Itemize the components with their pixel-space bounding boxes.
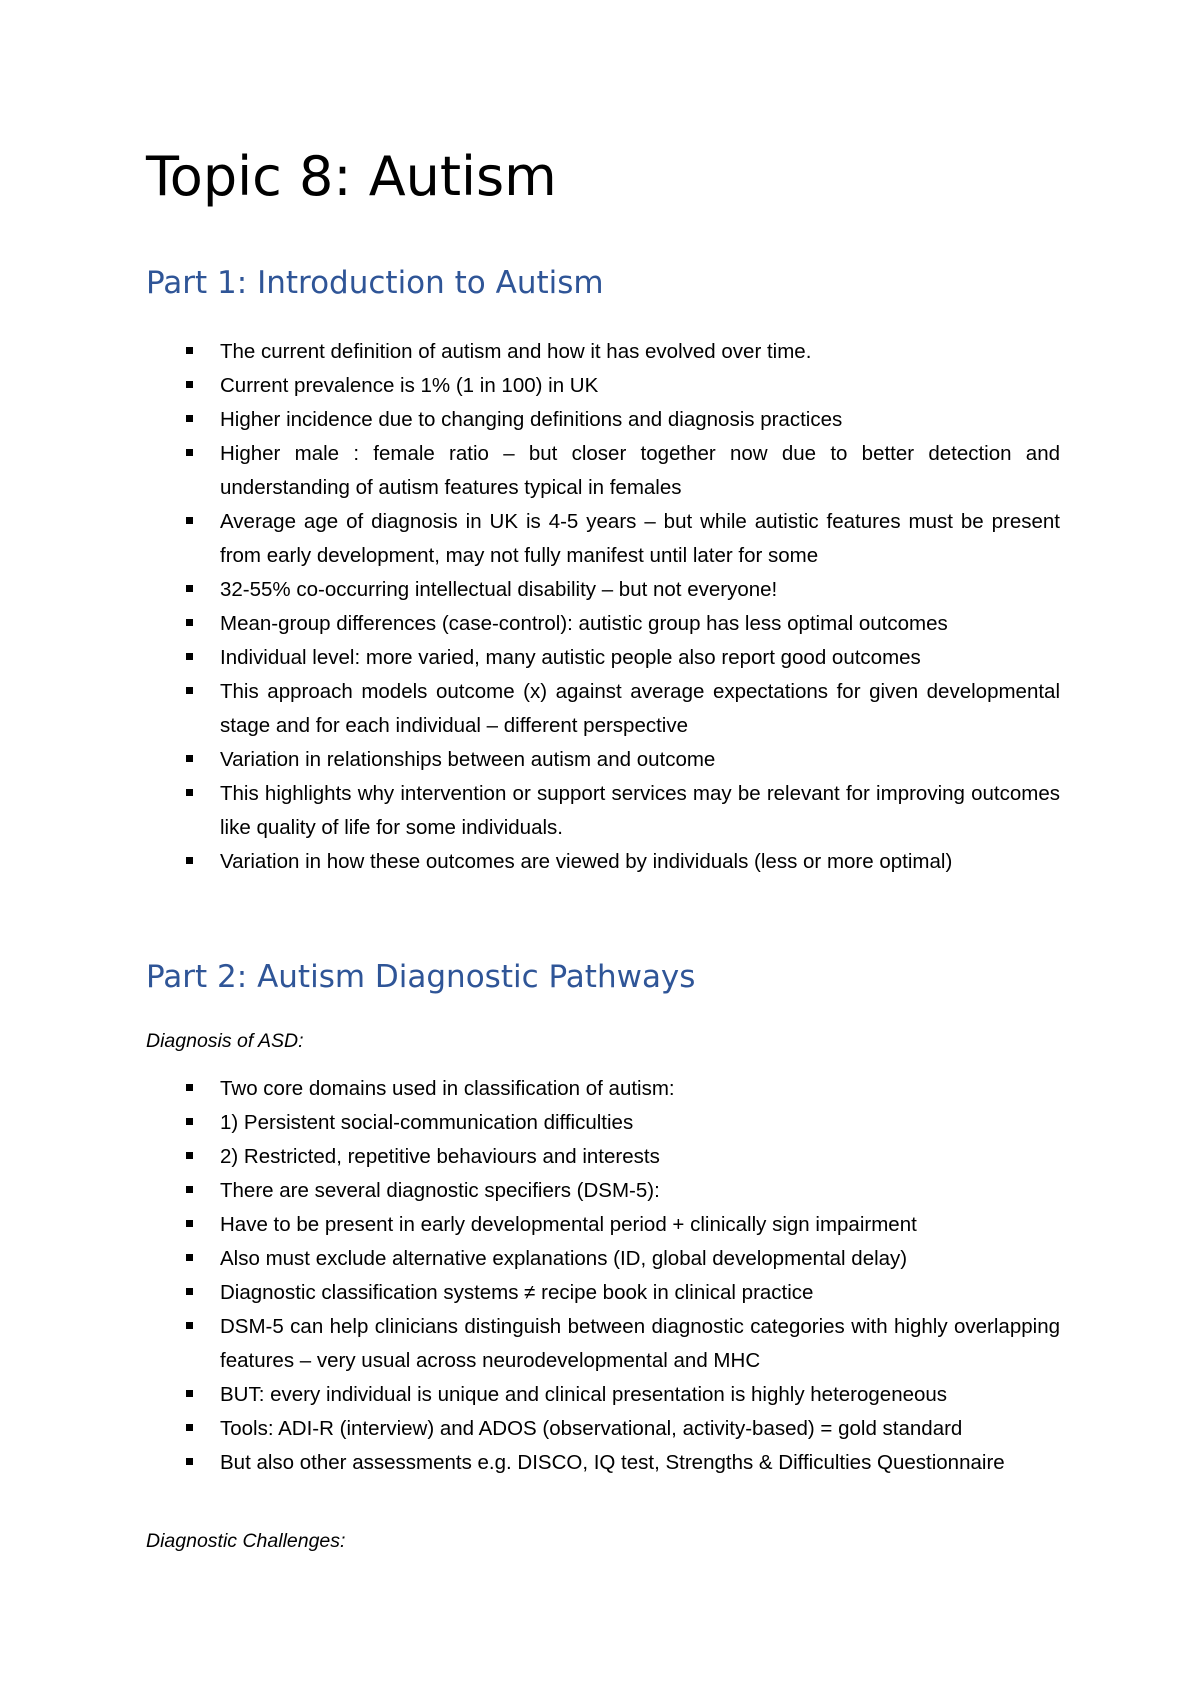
list-item-text: There are several diagnostic specifiers (DSM-5): [220, 1179, 660, 1202]
list-item [146, 675, 1060, 743]
list-item [146, 1446, 1060, 1480]
list-item [146, 369, 1060, 403]
list-item-text: Diagnostic classification systems ≠ recipe book in clinical practice [220, 1281, 814, 1304]
square-bullet-icon [186, 1390, 193, 1397]
square-bullet-icon [186, 687, 193, 694]
list-item [146, 1106, 1060, 1140]
list-item-text: The current definition of autism and how it has evolved over time. [220, 340, 812, 363]
list-item-text: Variation in how these outcomes are viewed by individuals (less or more optimal) [220, 850, 953, 873]
square-bullet-icon [186, 1186, 193, 1193]
list-item-text: Higher male : female ratio – but closer together now due to better detection and understanding of autism features typical in females [220, 442, 1060, 499]
list-item-text: 2) Restricted, repetitive behaviours and interests [220, 1145, 660, 1168]
square-bullet-icon [186, 1220, 193, 1227]
square-bullet-icon [186, 1118, 193, 1125]
square-bullet-icon [186, 517, 193, 524]
list-item [146, 573, 1060, 607]
subheading-diagnosis-of-asd: Diagnosis of ASD: [146, 1030, 304, 1052]
list-item [146, 1140, 1060, 1174]
list-item-text: Individual level: more varied, many autistic people also report good outcomes [220, 646, 921, 669]
square-bullet-icon [186, 347, 193, 354]
square-bullet-icon [186, 755, 193, 762]
list-item [146, 1310, 1060, 1378]
list-item [146, 1412, 1060, 1446]
list-item [146, 1208, 1060, 1242]
list-item [146, 1378, 1060, 1412]
square-bullet-icon [186, 1458, 193, 1465]
list-item [146, 437, 1060, 505]
list-item-text: 1) Persistent social-communication difficulties [220, 1111, 634, 1134]
square-bullet-icon [186, 1424, 193, 1431]
bullet-list-part-1 [146, 335, 1060, 879]
list-item [146, 403, 1060, 437]
list-item [146, 335, 1060, 369]
square-bullet-icon [186, 857, 193, 864]
square-bullet-icon [186, 449, 193, 456]
list-item-text: Have to be present in early developmental period + clinically sign impairment [220, 1213, 917, 1236]
list-item-text: Also must exclude alternative explanations (ID, global developmental delay) [220, 1247, 908, 1270]
list-item-text: But also other assessments e.g. DISCO, IQ test, Strengths & Difficulties Questionnaire [220, 1451, 1005, 1474]
subheading-diagnostic-challenges: Diagnostic Challenges: [146, 1530, 346, 1552]
square-bullet-icon [186, 1288, 193, 1295]
list-item-text: DSM-5 can help clinicians distinguish between diagnostic categories with highly overlapping features – very usual across neurodevelopmental and MHC [220, 1315, 1060, 1372]
list-item-text: This approach models outcome (x) against average expectations for given developmental stage and for each individual – different perspective [220, 680, 1060, 737]
list-item-text: Higher incidence due to changing definitions and diagnosis practices [220, 408, 843, 431]
section-heading-part-1: Part 1: Introduction to Autism [146, 265, 604, 301]
list-item-text: Current prevalence is 1% (1 in 100) in UK [220, 374, 599, 397]
list-item-text: Two core domains used in classification of autism: [220, 1077, 675, 1100]
square-bullet-icon [186, 585, 193, 592]
square-bullet-icon [186, 619, 193, 626]
section-heading-part-2: Part 2: Autism Diagnostic Pathways [146, 959, 696, 995]
list-item-text: BUT: every individual is unique and clinical presentation is highly heterogeneous [220, 1383, 948, 1406]
list-item [146, 743, 1060, 777]
list-item-text: Tools: ADI-R (interview) and ADOS (observational, activity-based) = gold standard [220, 1417, 963, 1440]
list-item [146, 845, 1060, 879]
square-bullet-icon [186, 415, 193, 422]
list-item [146, 607, 1060, 641]
square-bullet-icon [186, 653, 193, 660]
list-item-text: Average age of diagnosis in UK is 4-5 years – but while autistic features must be present from early development, may not fully manifest until later for some [220, 510, 1060, 567]
list-item [146, 1174, 1060, 1208]
list-item [146, 505, 1060, 573]
square-bullet-icon [186, 1254, 193, 1261]
list-item [146, 1242, 1060, 1276]
list-item-text: Mean-group differences (case-control): autistic group has less optimal outcomes [220, 612, 948, 635]
square-bullet-icon [186, 381, 193, 388]
list-item [146, 1072, 1060, 1106]
square-bullet-icon [186, 1152, 193, 1159]
list-item [146, 641, 1060, 675]
square-bullet-icon [186, 789, 193, 796]
list-item [146, 777, 1060, 845]
list-item-text: This highlights why intervention or support services may be relevant for improving outcomes like quality of life for some individuals. [220, 782, 1060, 839]
bullet-list-part-2 [146, 1072, 1060, 1480]
square-bullet-icon [186, 1322, 193, 1329]
list-item-text: 32-55% co-occurring intellectual disability – but not everyone! [220, 578, 778, 601]
list-item [146, 1276, 1060, 1310]
list-item-text: Variation in relationships between autism and outcome [220, 748, 716, 771]
square-bullet-icon [186, 1084, 193, 1091]
document-title: Topic 8: Autism [146, 145, 557, 208]
